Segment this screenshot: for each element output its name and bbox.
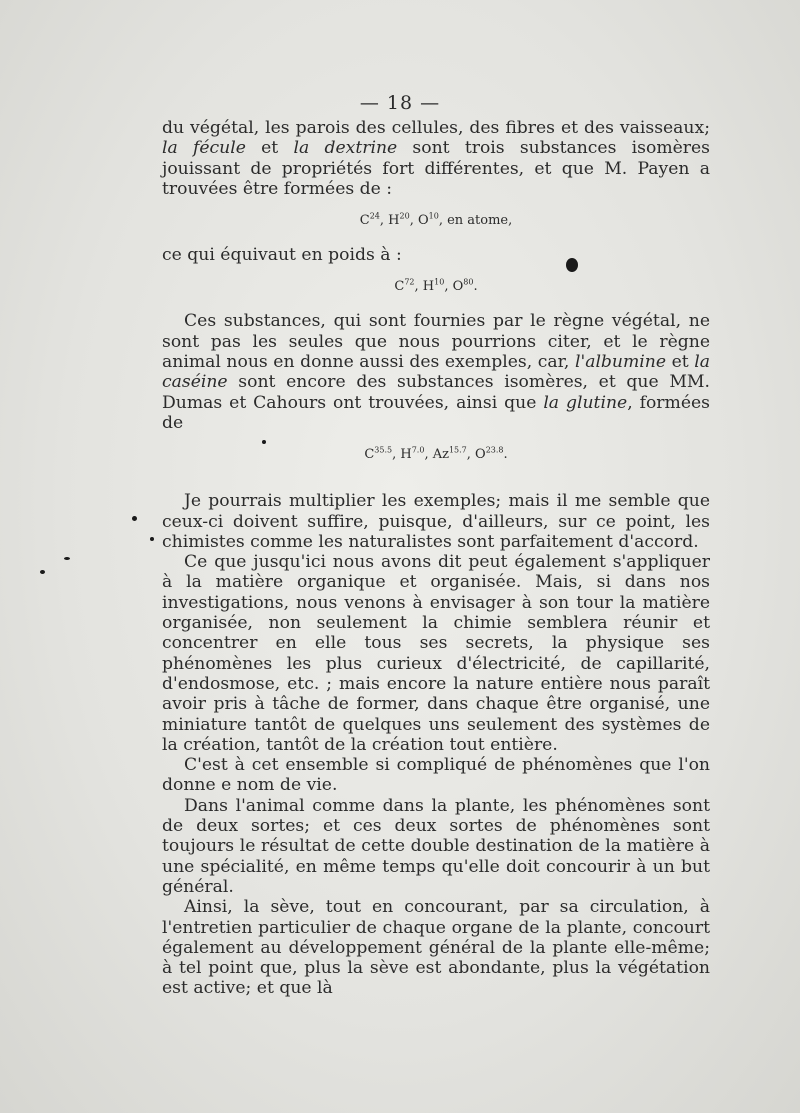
formula-index: 23.8 <box>485 445 504 455</box>
term-caseine: la caséine <box>162 352 710 393</box>
formula-symbol: , O <box>444 279 464 295</box>
formula-symbol: , H <box>392 447 412 463</box>
p3-text-b: et <box>666 352 695 373</box>
formula-symbol: C <box>364 447 375 463</box>
body-text <box>162 118 710 999</box>
formula-symbol: , O <box>466 447 486 463</box>
formula-index: 24 <box>369 211 380 221</box>
ink-blot <box>566 258 578 272</box>
page-number: — 18 — <box>359 92 441 114</box>
p1-text-b: et <box>245 138 294 159</box>
formula-index: 80 <box>463 278 474 288</box>
formula-symbol: , Az <box>424 447 449 463</box>
formula-tail: . <box>503 447 508 463</box>
p3-text-a: Ces substances, qui sont fournies par le règne végétal, ne sont pas les seules que nous pourrions citer, et le règne animal nous en donne aussi des exemples, car, <box>162 311 710 373</box>
term-fecule: la fécule <box>162 138 246 159</box>
ink-speck <box>262 440 266 444</box>
formula-symbol: , H <box>414 279 435 295</box>
formula-weight <box>162 277 710 297</box>
formula-symbol: , O <box>409 213 429 229</box>
ink-speck <box>150 537 154 541</box>
p3-text-c: sont encore des substances isomères, et que MM. Dumas et Cahours ont trouvées, ainsi que <box>162 372 710 413</box>
formula-symbol: , H <box>379 213 400 229</box>
p1-text-a: du végétal, les parois des cellules, des fibres et des vaisseaux; <box>162 118 710 138</box>
formula-glutine <box>162 445 710 465</box>
formula-symbol: C <box>359 213 370 229</box>
ink-speck <box>64 557 70 560</box>
paragraph-6: C'est à cet ensemble si compliqué de phénomènes que l'on donne e nom de vie. <box>162 755 710 796</box>
ink-speck <box>132 516 137 521</box>
term-glutine: la glutine <box>543 392 628 413</box>
paragraph-3 <box>162 311 710 433</box>
formula-tail: . <box>473 279 478 295</box>
paragraph-5: Ce que jusqu'ici nous avons dit peut également s'appliquer à la matière organique et organisée. Mais, si dans nos investigations, nous venons à envisager à son tour la matière organisée, non seulement la chimie semblera réunir et concentrer en elle tous ses secrets, la physique ses phénomènes les plus curieux d'électricité, de capillarité, d'endosmose, etc. ; mais encore la nature entière nous paraît avoir pris à tâche de former, dans chaque être organisé, une miniature tantôt de quelques uns seulement des systèmes de la création, tantôt de la création tout entière. <box>162 552 710 755</box>
ink-speck <box>40 570 45 574</box>
p3-text-d: , formées de <box>162 392 710 433</box>
formula-index: 10 <box>428 211 439 221</box>
formula-index: 10 <box>434 278 445 288</box>
paragraph-1 <box>162 118 710 199</box>
formula-index: 15.7 <box>448 445 467 455</box>
formula-symbol: C <box>394 279 405 295</box>
paragraph-2: ce qui équivaut en poids à : <box>162 245 402 266</box>
paragraph-7: Dans l'animal comme dans la plante, les phénomènes sont de deux sortes; et ces deux sortes de phénomènes sont toujours le résultat de cette double destination de la matière à une spécialité, en même temps qu'elle doit concourir à un but général. <box>162 795 710 897</box>
p1-text-c: sont trois substances isomères jouissant de propriétés fort différentes, et que M. Payen a trouvées être formées de : <box>162 138 710 199</box>
formula-index: 20 <box>399 211 410 221</box>
formula-index: 72 <box>404 278 415 288</box>
term-albumine: l'albumine <box>574 352 667 373</box>
formula-index: 7.0 <box>411 445 425 455</box>
paragraph-8: Ainsi, la sève, tout en concourant, par sa circulation, à l'entretien particulier de chaque organe de la plante, concourt également au développement général de la plante elle-même; à tel point que, plus la sève est abondante, plus la végétation est active; et que là <box>162 897 710 999</box>
formula-tail: , en atome, <box>438 213 513 229</box>
paragraph-4: Je pourrais multiplier les exemples; mais il me semble que ceux-ci doivent suffire, puisque, d'ailleurs, sur ce point, les chimistes comme les naturalistes sont parfaitement d'accord. <box>162 491 710 552</box>
formula-index: 35.5 <box>374 445 393 455</box>
term-dextrine: la dextrine <box>293 138 398 159</box>
formula-atoms <box>162 211 710 231</box>
